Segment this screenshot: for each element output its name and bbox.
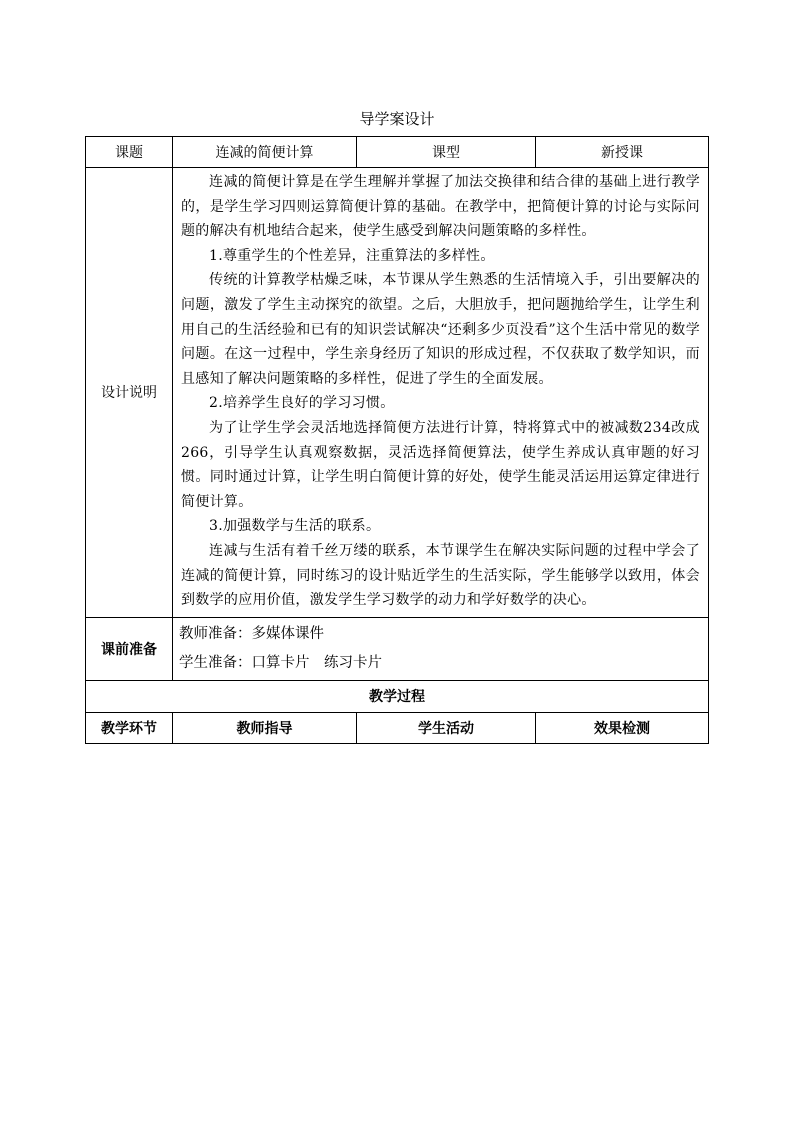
column-header: 教师指导 [173,712,357,743]
design-label: 设计说明 [86,168,173,618]
topic-label: 课题 [86,137,173,168]
design-row [86,168,709,618]
topic-value: 连减的简便计算 [173,137,357,168]
prep-label: 课前准备 [86,617,173,680]
design-paragraph: 为了让学生学会灵活地选择简便方法进行计算，特将算式中的被减数234改成266，引导学生认真观察数据，灵活选择简便算法，使学生养成认真审题的好习惯。同时通过计算，让学生明白简便计算的好处，使学生能灵活运用运算定律进行简便计算。 [181,419,700,510]
column-header: 学生活动 [357,712,536,743]
column-header: 效果检测 [536,712,709,743]
process-title: 教学过程 [86,680,709,712]
prep-row [86,617,709,680]
process-title-row [86,680,709,712]
type-value: 新授课 [536,137,709,168]
header-row [86,137,709,168]
design-point-heading: 3.加强数学与生活的联系。 [209,518,381,535]
design-paragraph: 连减与生活有着千丝万缕的联系，本节课学生在解决实际问题的过程中学会了连减的简便计算，同时练习的设计贴近学生的生活实际，学生能够学以致用，体会到数学的应用价值，激发学生学习数学的动力和学好数学的决心。 [181,542,700,609]
student-prep: 学生准备：口算卡片 练习卡片 [179,654,382,671]
design-description [173,168,709,618]
process-header-row [86,712,709,743]
type-label: 课型 [357,137,536,168]
design-point-heading: 1.尊重学生的个性差异，注重算法的多样性。 [209,247,495,264]
teacher-prep: 教师准备：多媒体课件 [179,625,324,642]
prep-content [173,617,709,680]
page-title: 导学案设计 [359,110,435,128]
design-paragraph: 传统的计算教学枯燥乏味，本节课从学生熟悉的生活情境入手，引出要解决的问题，激发了学生主动探究的欲望。之后，大胆放手，把问题抛给学生，让学生利用自己的生活经验和已有的知识尝试解决“还剩多少页没看”这个生活中常见的数学问题。在这一过程中，学生亲身经历了知识的形成过程，不仅获取了数学知识，而且感知了解决问题策略的多样性，促进了学生的全面发展。 [181,272,700,387]
column-header: 教学环节 [86,712,173,743]
design-paragraph: 连减的简便计算是在学生理解并掌握了加法交换律和结合律的基础上进行教学的，是学生学习四则运算简便计算的基础。在教学中，把简便计算的讨论与实际问题的解决有机地结合起来，使学生感受到解决问题策略的多样性。 [181,174,700,240]
design-point-heading: 2.培养学生良好的学习习惯。 [209,395,395,412]
lesson-plan-table [85,136,709,744]
